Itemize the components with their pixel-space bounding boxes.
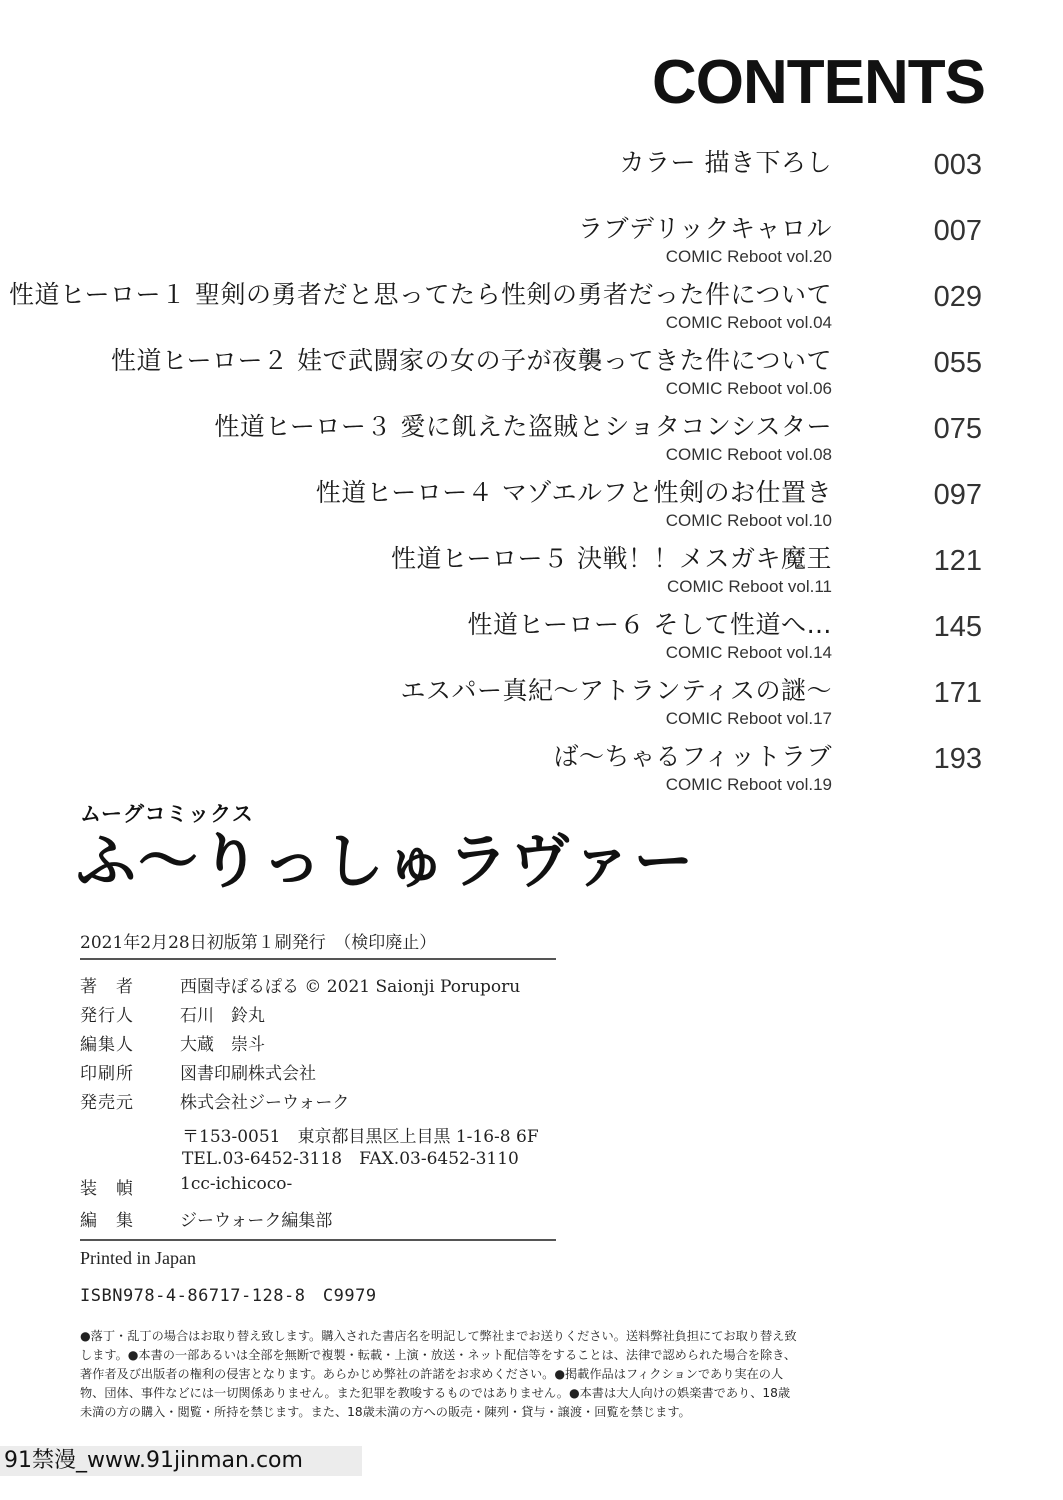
toc-source: COMIC Reboot vol.08: [665, 445, 832, 464]
toc-entry: [120, 146, 1000, 212]
book-title: ふ〜りっしゅラヴァー: [76, 827, 696, 897]
credit-value: 石川 鈴丸: [180, 1006, 265, 1026]
toc-source: COMIC Reboot vol.19: [665, 775, 832, 794]
toc-page-number: 121: [933, 545, 982, 577]
toc-title: 性道ヒーロー５ 決戦！！メスガキ魔王: [391, 544, 832, 573]
printed-in: Printed in Japan: [80, 1248, 196, 1268]
credit-key: 装 幀: [80, 1179, 134, 1199]
toc-entry: [120, 542, 1000, 608]
toc-source: COMIC Reboot vol.11: [666, 577, 832, 596]
toc-entry: [120, 674, 1000, 740]
toc-title: 性道ヒーロー２ 娃で武闘家の女の子が夜襲ってきた件について: [111, 346, 832, 375]
toc-title: 性道ヒーロー６ そして性道へ…: [467, 610, 832, 639]
credit-key: 編集人: [80, 1035, 134, 1055]
divider-top: [80, 958, 556, 960]
divider-bottom: [80, 1239, 556, 1241]
credit-value: 図書印刷株式会社: [180, 1064, 316, 1084]
toc-entry: [120, 740, 1000, 806]
toc-entry: [120, 410, 1000, 476]
credit-value: 大蔵 崇斗: [180, 1035, 265, 1055]
toc-title: ば〜ちゃるフィットラブ: [553, 742, 832, 771]
toc-title: ラブデリックキャロル: [577, 214, 832, 243]
toc-page-number: 075: [933, 413, 982, 445]
credit-value: 西園寺ぽるぽる © 2021 Saionji Poruporu: [180, 977, 521, 997]
contact-line: TEL.03-6452-3118 FAX.03-6452-3110: [182, 1149, 519, 1169]
toc-source: COMIC Reboot vol.10: [665, 511, 832, 530]
series-label: ムーグコミックス: [80, 802, 254, 826]
toc-source: COMIC Reboot vol.04: [665, 313, 832, 332]
contents-heading: CONTENTS: [652, 48, 985, 117]
toc-title: エスパー真紀〜アトランティスの謎〜: [400, 676, 832, 705]
credit-value: ジーウォーク編集部: [180, 1211, 333, 1231]
address-line: 〒153-0051 東京都目黒区上目黒 1-16-8 6F: [182, 1127, 539, 1147]
isbn: ISBN978-4-86717-128-8 C9979: [80, 1286, 377, 1306]
toc-source: COMIC Reboot vol.06: [665, 379, 832, 398]
toc-page-number: 055: [933, 347, 982, 379]
credit-value: 1cc-ichicoco-: [180, 1174, 293, 1194]
toc-page-number: 097: [933, 479, 982, 511]
credit-value: 株式会社ジーウォーク: [180, 1093, 350, 1113]
toc-title: 性道ヒーロー４ マゾエルフと性剣のお仕置き: [315, 478, 832, 507]
toc-title: 性道ヒーロー３ 愛に飢えた盗賊とショタコンシスター: [214, 412, 832, 441]
toc-source: COMIC Reboot vol.20: [665, 247, 832, 266]
toc-page-number: 003: [933, 149, 982, 181]
toc-page-number: 171: [933, 677, 982, 709]
toc-title: 性道ヒーロー１ 聖剣の勇者だと思ってたら性剣の勇者だった件について: [9, 280, 832, 309]
toc-entry: [9, 278, 1000, 344]
toc-page-number: 029: [933, 281, 982, 313]
credit-key: 発行人: [80, 1006, 134, 1026]
credit-key: 著 者: [80, 977, 134, 997]
toc-entry: [120, 476, 1000, 542]
toc-entry: [120, 608, 1000, 674]
credit-key: 発売元: [80, 1093, 134, 1113]
toc-source: COMIC Reboot vol.17: [665, 709, 832, 728]
toc-page-number: 007: [933, 215, 982, 247]
toc-entry: [111, 344, 1000, 410]
toc-page-number: 193: [933, 743, 982, 775]
watermark-link[interactable]: 91禁漫_www.91jinman.com: [0, 1446, 362, 1476]
toc-source: COMIC Reboot vol.14: [665, 643, 832, 662]
legal-notice: ●落丁・乱丁の場合はお取り替え致します。購入された書店名を明記して弊社までお送りください。送料弊社負担にてお取り替え致します。●本書の一部あるいは全部を無断で複製・転載・上演・放送・ネット配信等をすることは、法律で認められた場合を除き、著作者及び出版者の権利の侵害となります。あらかじめ弊社の許諾をお求めください。●掲載作品はフィクションであり実在の人物、団体、事件などには一切関係ありません。また犯罪を教唆するものではありません。●本書は大人向けの娯楽書であり、18歳未満の方の購入・閲覧・所持を禁じます。また、18歳未満の方への販売・陳列・貸与・譲渡・回覧を禁じます。: [80, 1329, 797, 1419]
toc-title: カラー 描き下ろし: [619, 148, 832, 177]
credit-key: 印刷所: [80, 1064, 134, 1084]
toc-page-number: 145: [933, 611, 982, 643]
credit-key: 編 集: [80, 1211, 134, 1231]
publication-date: 2021年2月28日初版第１刷発行 （検印廃止）: [80, 933, 437, 953]
toc-entry: [120, 212, 1000, 278]
